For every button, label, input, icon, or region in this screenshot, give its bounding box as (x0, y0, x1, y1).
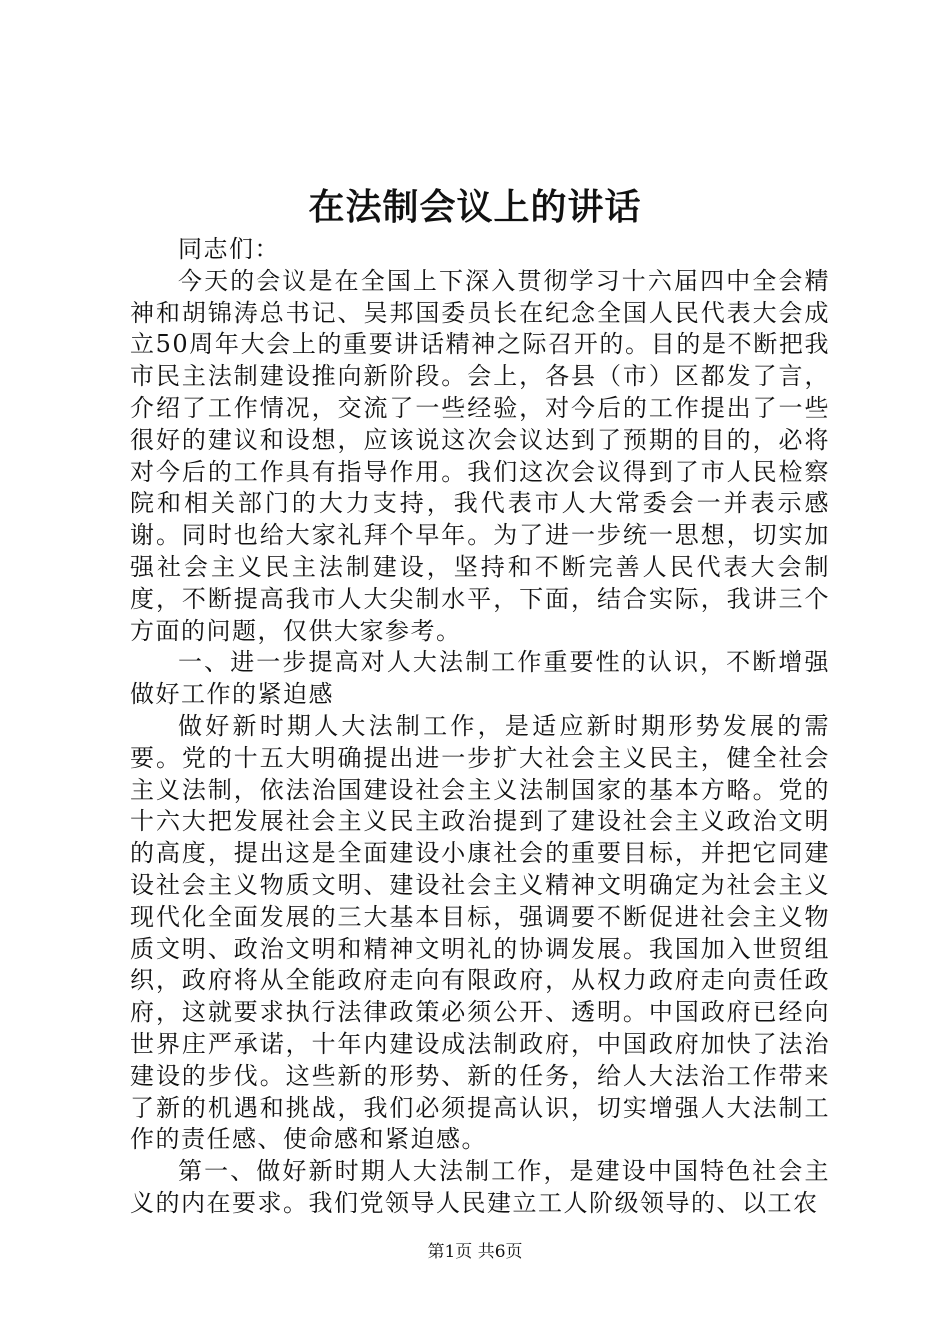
document-title: 在法制会议上的讲话 (308, 187, 642, 228)
paragraph-section-1: 做好新时期人大法制工作，是适应新时期形势发展的需要。党的十五大明确提出进一步扩大社会主义民主，健全社会主义法制，依法治国建设社会主义法制国家的基本方略。党的十六大把发展社会主义民主政治提到了建设社会主义政治文明的高度，提出这是全面建设小康社会的重要目标，并把它同建设社会主义物质文明、建设社会主义精神文明确定为社会主义现代化全面发展的三大基本目标，强调要不断促进社会主义物质文明、政治文明和精神文明礼的协调发展。我国加入世贸组织，政府将从全能政府走向有限政府，从权力政府走向责任政府，这就要求执行法律政策必须公开、透明。中国政府已经向世界庄严承诺，十年内建设成法制政府，中国政府加快了法治建设的步伐。这些新的形势、新的任务，给人大法治工作带来了新的机遇和挑战，我们必须提高认识，切实增强人大法制工作的责任感、使命感和紧迫感。 (130, 711, 830, 1154)
paragraph-intro: 今天的会议是在全国上下深入贯彻学习十六届四中全会精神和胡锦涛总书记、吴邦国委员长在纪念全国人民代表大会成立50周年大会上的重要讲话精神之际召开的。目的是不断把我市民主法制建设推向新阶段。会上，各县（市）区都发了言，介绍了工作情况，交流了一些经验，对今后的工作提出了一些很好的建议和设想，应该说这次会议达到了预期的目的，必将对今后的工作具有指导作用。我们这次会议得到了市人民检察院和相关部门的大力支持，我代表市人大常委会一并表示感谢。同时也给大家礼拜个早年。为了进一步统一思想，切实加强社会主义民主法制建设，坚持和不断完善人民代表大会制度，不断提高我市人大尖制水平，下面，结合实际，我讲三个方面的问题，仅供大家参考。 (130, 266, 830, 645)
section-heading-1: 一、进一步提高对人大法制工作重要性的认识，不断增强做好工作的紧迫感 (130, 648, 830, 709)
document-body (130, 234, 830, 1220)
paragraph-point-1: 第一、做好新时期人大法制工作，是建设中国特色社会主义的内在要求。我们党领导人民建立工人阶级领导的、以工农 (130, 1157, 830, 1217)
salutation: 同志们： (178, 235, 280, 263)
page-footer: 第1页 共6页 (427, 1242, 523, 1262)
